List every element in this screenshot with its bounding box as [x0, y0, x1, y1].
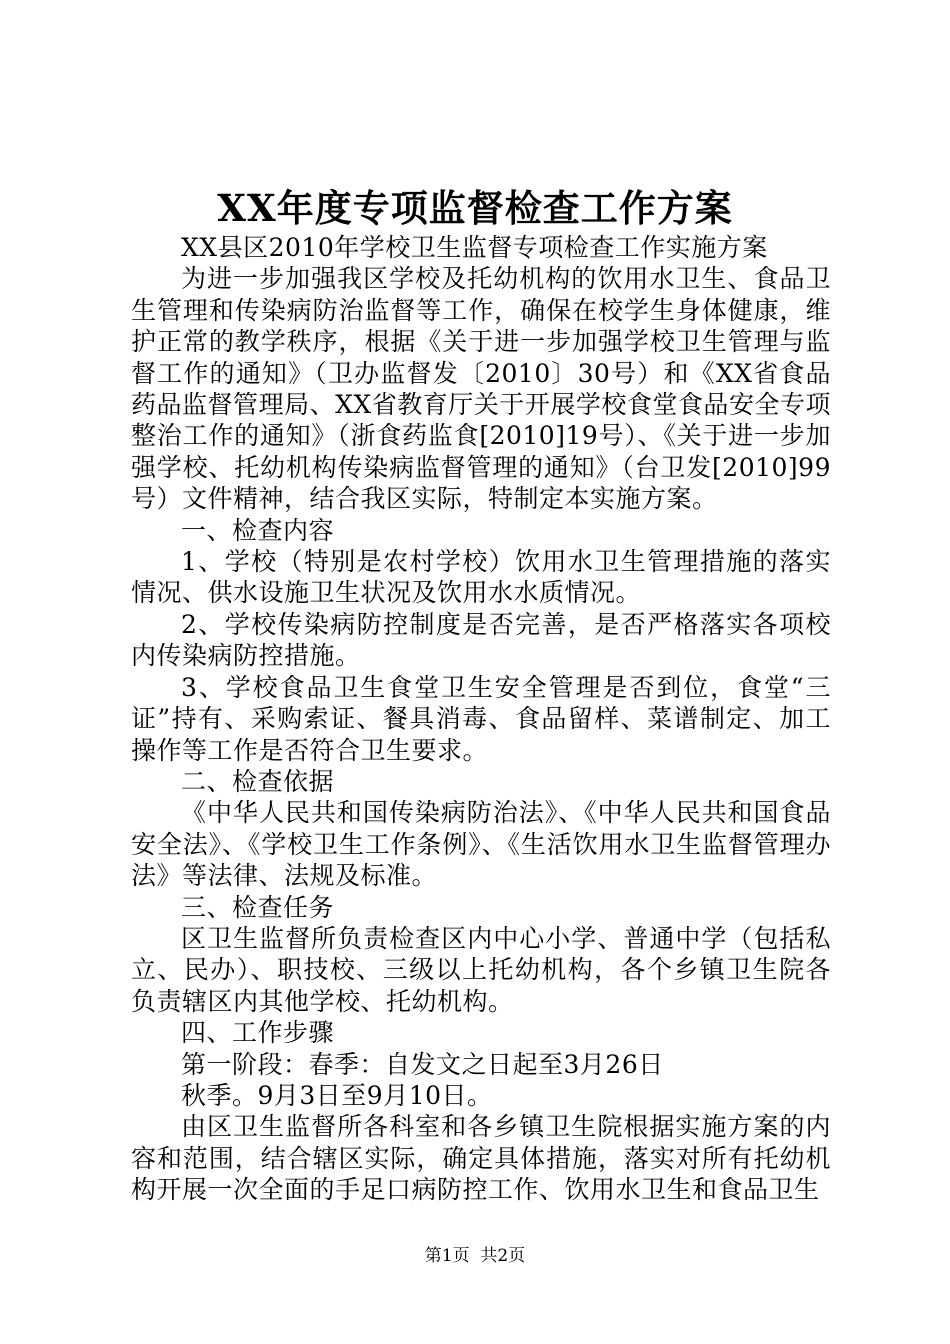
section-heading: 二、检查依据: [181, 766, 335, 796]
body-paragraph: 《中华人民共和国传染病防治法》、《中华人民共和国食品安全法》、《学校卫生工作条例》、《生活饮用水卫生监督管理办法》等法律、法规及标准。: [131, 798, 831, 891]
list-item: 2、学校传染病防控制度是否完善，是否严格落实各项校内传染病防控措施。: [131, 609, 831, 671]
page-number: 第1页: [424, 1246, 470, 1266]
subtitle-paragraph: XX县区2010年学校卫生监督专项检查工作实施方案: [181, 233, 768, 262]
body-paragraph: 第一阶段：春季：自发文之日起至3月26日: [181, 1049, 664, 1079]
body-paragraph: 秋季。9月3日至9月10日。: [181, 1080, 493, 1110]
intro-paragraph: 为进一步加强我区学校及托幼机构的饮用水卫生、食品卫生管理和传染病防治监督等工作，确保在校学生身体健康，维护正常的教学秩序，根据《关于进一步加强学校卫生管理与监督工作的通知》（卫办监督发〔2010〕30号）和《XX省食品药品监督管理局、XX省教育厅关于开展学校食堂食品安全专项整治工作的通知》（浙食药监食[2010]19号）、《关于进一步加强学校、托幼机构传染病监督管理的通知》（台卫发[2010]99号）文件精神，结合我区实际，特制定本实施方案。: [131, 264, 831, 514]
section-heading: 四、工作步骤: [181, 1018, 335, 1048]
section-heading: 三、检查任务: [181, 892, 335, 922]
list-item: 1、学校（特别是农村学校）饮用水卫生管理措施的落实情况、供水设施卫生状况及饮用水水质情况。: [131, 547, 831, 608]
document-title: XX年度专项监督检查工作方案: [217, 186, 733, 230]
body-paragraph: 由区卫生监督所各科室和各乡镇卫生院根据实施方案的内容和范围，结合辖区实际，确定具体措施，落实对所有托幼机构开展一次全面的手足口病防控工作、饮用水卫生和食品卫生: [131, 1112, 831, 1205]
page-total: 共2页: [480, 1246, 526, 1266]
list-item: 3、学校食品卫生食堂卫生安全管理是否到位，食堂“三证”持有、采购索证、餐具消毒、食品留样、菜谱制定、加工操作等工作是否符合卫生要求。: [131, 672, 831, 765]
body-paragraph: 区卫生监督所负责检查区内中心小学、普通中学（包括私立、民办）、职技校、三级以上托幼机构，各个乡镇卫生院各负责辖区内其他学校、托幼机构。: [131, 923, 831, 1016]
section-heading: 一、检查内容: [181, 515, 335, 545]
page-footer: [0, 1245, 950, 1267]
document-body: [131, 232, 831, 1206]
